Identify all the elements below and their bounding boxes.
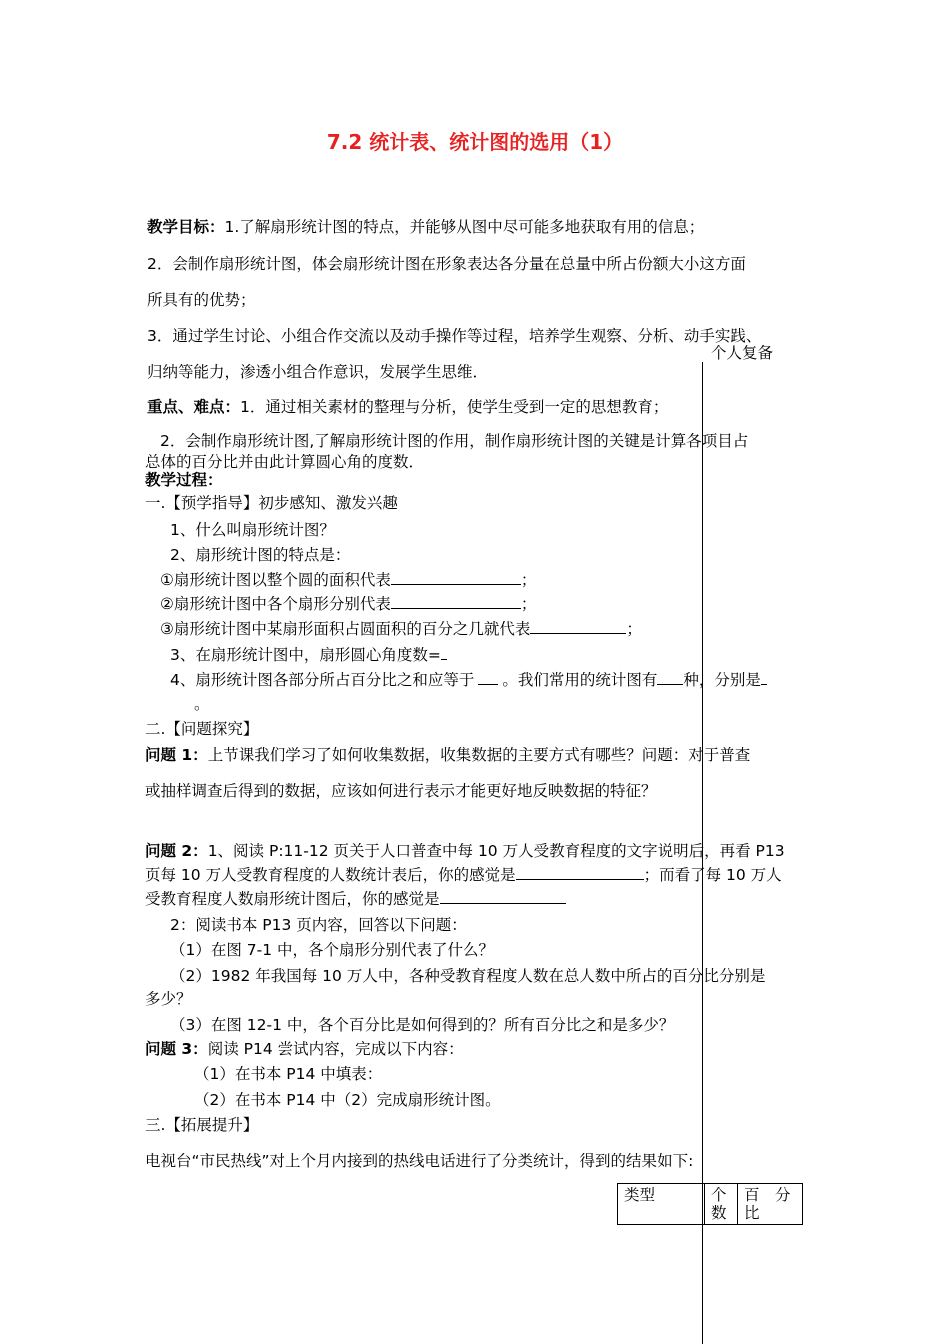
p1-end: ；: [520, 571, 537, 589]
problem2-line3: [145, 888, 566, 910]
p2-end: ；: [520, 595, 537, 613]
p3-end: ；: [626, 620, 642, 638]
keypoints-line: [147, 396, 668, 418]
problem2-line2: [145, 864, 782, 886]
section3-heading: 三.【拓展提升】: [145, 1116, 259, 1134]
keypoint-1: 1．通过相关素材的整理与分析，使学生受到一定的思想教育；: [240, 398, 669, 416]
problem2-label: 问题 2：: [145, 842, 208, 860]
problem3-text: 阅读 P14 尝试内容，完成以下内容：: [207, 1040, 464, 1058]
q4-blank-2[interactable]: [657, 669, 683, 685]
section2-heading: 二.【问题探究】: [145, 720, 259, 738]
q4-text-a: 4、扇形统计图各部分所占百分比之和应等于: [170, 671, 475, 689]
problem1-line2: 或抽样调查后得到的数据，应该如何进行表示才能更好地反映数据的特征？: [145, 782, 657, 800]
sub2: 2：阅读书本 P13 页内容，回答以下问题：: [170, 916, 467, 934]
p3-blank[interactable]: [530, 618, 626, 634]
objective-3-line1: 3．通过学生讨论、小组合作交流以及动手操作等过程，培养学生观察、分析、动手实践、: [147, 327, 762, 345]
section1-p3: [160, 618, 642, 640]
p2-text: ②扇形统计图中各个扇形分别代表: [160, 595, 391, 613]
table-header-percent: [738, 1184, 803, 1225]
table-row: [618, 1184, 803, 1225]
count-line2: 数: [711, 1204, 727, 1222]
statistics-table: [617, 1183, 803, 1225]
percent-line2: 比: [744, 1204, 760, 1222]
objectives-line: [147, 216, 704, 238]
table-header-type: 类型: [618, 1184, 705, 1225]
section1-q3: [170, 644, 447, 666]
count-line1: 个: [711, 1186, 727, 1204]
keypoints-label: 重点、难点：: [147, 398, 241, 416]
process-label: 教学过程：: [145, 471, 223, 489]
section1-p1: [160, 569, 536, 591]
p3-text: ③扇形统计图中某扇形面积占圆面积的百分之几就代表: [160, 620, 531, 638]
q4-text-c: 种，分别是: [683, 671, 761, 689]
sub2-2-line2: 多少？: [145, 990, 192, 1008]
q4-blank-1[interactable]: [478, 669, 498, 685]
q4-blank-3[interactable]: [761, 669, 767, 685]
objective-2-line1: 2．会制作扇形统计图，体会扇形统计图在形象表达各分量在总量中所占份额大小这方面: [147, 255, 746, 273]
section1-q4-end: 。: [194, 695, 210, 713]
objective-2-line2: 所具有的优势；: [147, 291, 256, 309]
section1-q2: 2、扇形统计图的特点是：: [170, 546, 351, 564]
sub2-2-line1: （2）1982 年我国每 10 万人中，各种受教育程度人数在总人数中所占的百分比分别是: [170, 967, 766, 985]
section1-heading: 一.【预学指导】初步感知、激发兴趣: [145, 494, 398, 512]
problem2-blank-2[interactable]: [440, 888, 566, 904]
p2-blank[interactable]: [391, 593, 521, 609]
problem2-text-3: 受教育程度人数扇形统计图后，你的感觉是: [145, 890, 440, 908]
sub2-3: （3）在图 12-1 中，各个百分比是如何得到的？所有百分比之和是多少？: [170, 1016, 675, 1034]
q4-text-b: 。我们常用的统计图有: [502, 671, 658, 689]
problem3-line: [145, 1038, 464, 1060]
problem2-line1: [145, 840, 785, 862]
objectives-label: 教学目标：: [147, 218, 225, 236]
objective-1: 1.了解扇形统计图的特点，并能够从图中尽可能多地获取有用的信息；: [224, 218, 705, 236]
problem3-2: （2）在书本 P14 中（2）完成扇形统计图。: [194, 1091, 501, 1109]
percent-line1: 百 分: [744, 1186, 791, 1204]
keypoint-2-line1: 2．会制作扇形统计图,了解扇形统计图的作用，制作扇形统计图的关键是计算各项目占: [160, 432, 749, 450]
problem2-text-1: 1、阅读 P:11-12 页关于人口普查中每 10 万人受教育程度的文字说明后，再看 P13: [207, 842, 785, 860]
sub2-1: （1）在图 7-1 中，各个扇形分别代表了什么？: [170, 941, 495, 959]
p1-blank[interactable]: [391, 569, 521, 585]
p1-text: ①扇形统计图以整个圆的面积代表: [160, 571, 391, 589]
problem3-1: （1）在书本 P14 中填表：: [194, 1065, 383, 1083]
objective-3-line2: 归纳等能力，渗透小组合作意识，发展学生思维．: [147, 363, 489, 381]
section1-p2: [160, 593, 536, 615]
problem1-text-1: 上节课我们学习了如何收集数据，收集数据的主要方式有哪些？问题：对于普查: [207, 746, 751, 764]
problem2-blank-1[interactable]: [516, 864, 644, 880]
section1-q1: 1、什么叫扇形统计图？: [170, 521, 335, 539]
keypoint-2-line2: 总体的百分比并由此计算圆心角的度数．: [145, 453, 425, 471]
section3-text: 电视台“市民热线”对上个月内接到的热线电话进行了分类统计，得到的结果如下:: [145, 1152, 694, 1170]
problem1-label: 问题 1：: [145, 746, 208, 764]
problem2-text-2a: 页每 10 万人受教育程度的人数统计表后，你的感觉是: [145, 866, 516, 884]
q3-text: 3、在扇形统计图中，扇形圆心角度数=: [170, 646, 441, 664]
problem2-text-2b: ；而看了每 10 万人: [643, 866, 782, 884]
margin-divider: [702, 362, 703, 1344]
page-title: 7.2 统计表、统计图的选用（1）: [326, 130, 624, 154]
side-note: 个人复备: [711, 344, 774, 362]
table-header-count: [705, 1184, 738, 1225]
problem1-line1: [145, 744, 750, 766]
problem3-label: 问题 3：: [145, 1040, 208, 1058]
q3-blank[interactable]: [441, 644, 447, 660]
section1-q4: [170, 669, 767, 691]
